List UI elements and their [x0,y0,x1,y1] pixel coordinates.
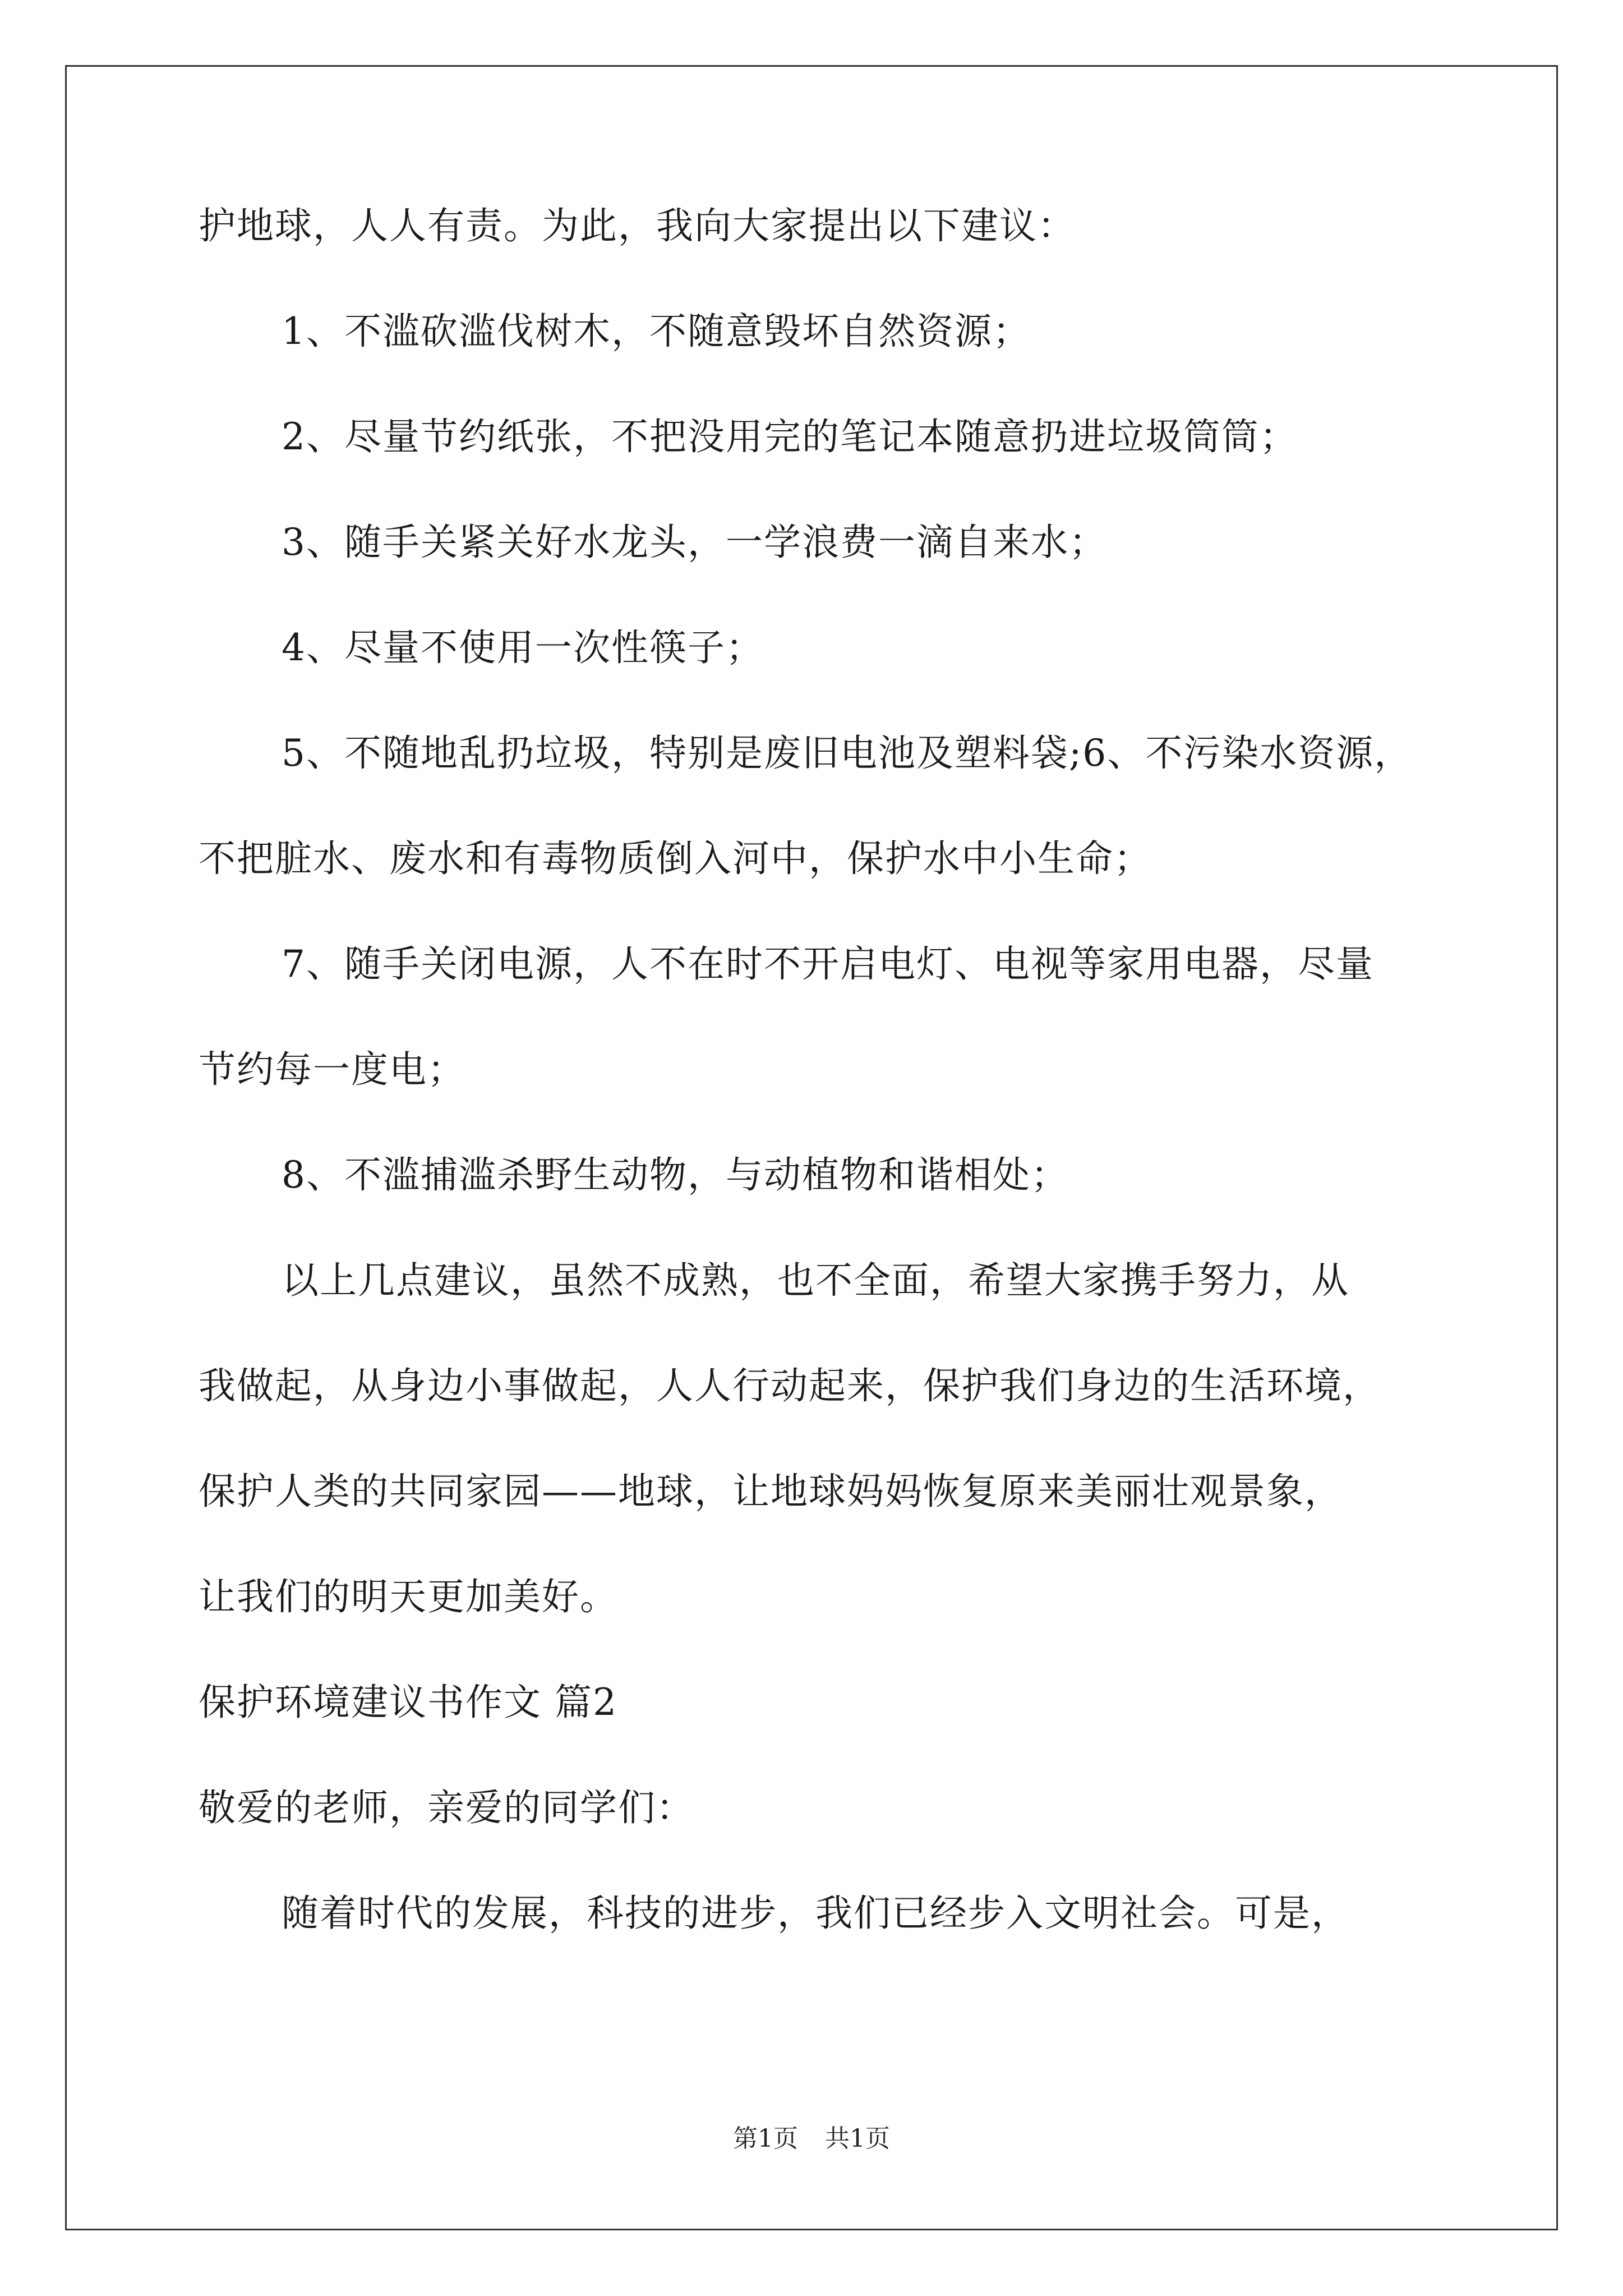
text-line: 3、随手关紧关好水龙头，一学浪费一滴自来水； [282,521,1107,564]
section-heading: 保护环境建议书作文 篇2 [199,1681,617,1724]
text-line: 5、不随地乱扔垃圾，特别是废旧电池及塑料袋;6、不污染水资源， [282,731,1413,775]
text-line: 不把脏水、废水和有毒物质倒入河中，保护水中小生命； [199,837,1152,880]
page-total: 共1页 [825,2124,890,2153]
text-line: 随着时代的发展，科技的进步，我们已经步入文明社会。可是， [282,1892,1349,1935]
page-number: 第1页 [733,2124,798,2153]
text-line: 1、不滥砍滥伐树木，不随意毁坏自然资源； [282,310,1031,353]
text-line: 以上几点建议，虽然不成熟，也不全面，希望大家携手努力，从 [282,1259,1349,1302]
text-line: 8、不滥捕滥杀野生动物，与动植物和谐相处； [282,1153,1069,1197]
page-footer [0,2123,1623,2155]
text-line: 我做起，从身边小事做起，人人行动起来，保护我们身边的生活环境， [199,1364,1381,1407]
text-line: 节约每一度电； [199,1048,465,1091]
text-line: 7、随手关闭电源，人不在时不开启电灯、电视等家用电器，尽量 [282,942,1374,986]
text-line: 2、尽量节约纸张，不把没用完的笔记本随意扔进垃圾筒筒； [282,415,1298,458]
text-line: 护地球，人人有责。为此，我向大家提出以下建议： [199,204,1076,247]
text-line: 4、尽量不使用一次性筷子； [282,626,764,669]
text-line: 让我们的明天更加美好。 [199,1575,618,1618]
text-line: 保护人类的共同家园——地球，让地球妈妈恢复原来美丽壮观景象， [199,1470,1343,1513]
document-body [199,199,1488,1992]
salutation: 敬爱的老师，亲爱的同学们： [199,1786,694,1829]
